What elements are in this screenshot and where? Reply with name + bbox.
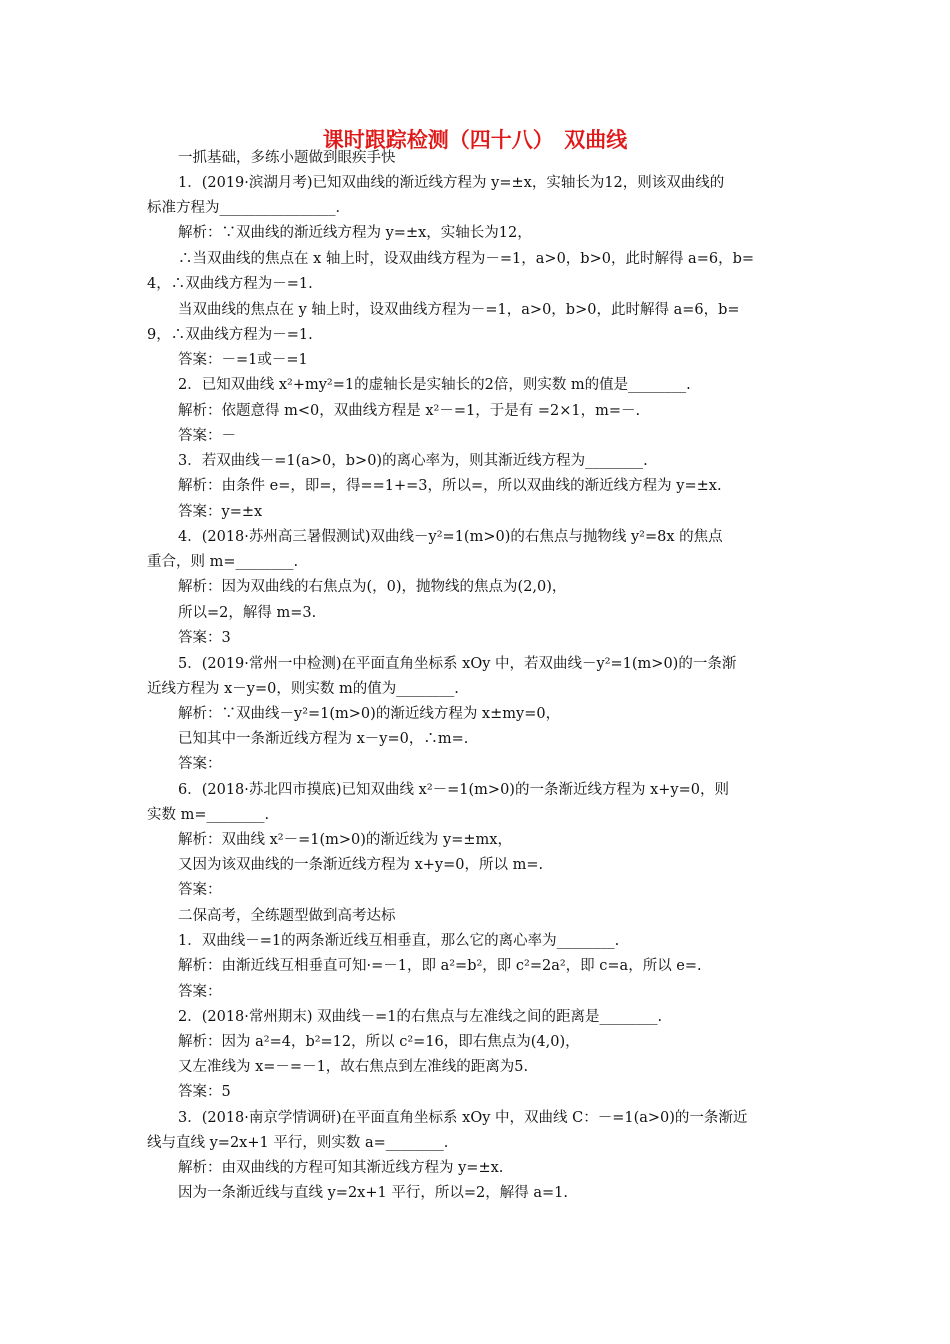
text-line: 解析：双曲线 x²－=1(m>0)的渐近线为 y=±mx， [178,832,512,848]
text-line: 解析：因为 a²=4，b²=12，所以 c²=16，即右焦点为(4,0)， [178,1034,580,1050]
text-line: 线与直线 y=2x+1 平行，则实数 a=________. [147,1135,449,1151]
text-line: 4，∴双曲线方程为－=1. [147,276,313,292]
text-line: 实数 m=________. [147,807,270,823]
text-line: 6．(2018·苏北四市摸底)已知双曲线 x²－=1(m>0)的一条渐近线方程为 x+y=0，则 [178,782,729,798]
text-line: 答案：－ [178,428,236,444]
text-line: 解析：∵双曲线的渐近线方程为 y=±x，实轴长为12， [178,225,532,241]
text-line: 答案： [178,882,222,898]
text-line: 解析：由条件 e=，即=，得==1+=3，所以=，所以双曲线的渐近线方程为 y=±x. [178,478,722,494]
text-line: 答案：3 [178,630,231,646]
text-line: 当双曲线的焦点在 y 轴上时，设双曲线方程为－=1，a>0，b>0，此时解得 a=6，b= [178,302,740,318]
page-title: 课时跟踪检测（四十八） 双曲线 [322,128,628,152]
text-line: 又左准线为 x=－=－1，故右焦点到左准线的距离为5. [178,1059,529,1075]
text-line: 二保高考，全练题型做到高考达标 [178,908,396,924]
text-line: 已知其中一条渐近线方程为 x－y=0，∴m=. [178,731,469,747]
text-line: 2．已知双曲线 x²+my²=1的虚轴长是实轴长的2倍，则实数 m的值是________. [178,377,691,393]
text-line: 3．若双曲线－=1(a>0，b>0)的离心率为，则其渐近线方程为________. [178,453,648,469]
text-line: 一抓基础，多练小题做到眼疾手快 [178,150,396,166]
text-line: 又因为该双曲线的一条渐近线方程为 x+y=0，所以 m=. [178,857,544,873]
text-line: 答案：y=±x [178,504,263,520]
text-line: 答案：－=1或－=1 [178,352,308,368]
text-line: 重合，则 m=________. [147,554,299,570]
text-line: 解析：由渐近线互相垂直可知·=－1，即 a²=b²，即 c²=2a²，即 c=a，所以 e=. [178,958,702,974]
text-line: 1．双曲线－=1的两条渐近线互相垂直，那么它的离心率为________. [178,933,620,949]
text-line: 1．(2019·滨湖月考)已知双曲线的渐近线方程为 y=±x，实轴长为12，则该双曲线的 [178,175,725,191]
text-line: 标准方程为________________． [147,200,350,216]
text-line: 2．(2018·常州期末) 双曲线－=1的右焦点与左准线之间的距离是________. [178,1009,663,1025]
text-line: 解析：∵双曲线－y²=1(m>0)的渐近线方程为 x±my=0， [178,706,561,722]
text-line: ∴当双曲线的焦点在 x 轴上时，设双曲线方程为－=1，a>0，b>0，此时解得 a=6，b= [178,251,755,267]
text-line: 4．(2018·苏州高三暑假测试)双曲线－y²=1(m>0)的右焦点与抛物线 y²=8x 的焦点 [178,529,723,545]
text-line: 答案：5 [178,1084,231,1100]
text-line: 解析：由双曲线的方程可知其渐近线方程为 y=±x. [178,1160,504,1176]
text-line: 所以=2，解得 m=3. [178,605,317,621]
text-line: 3．(2018·南京学情调研)在平面直角坐标系 xOy 中，双曲线 C：－=1(a>0)的一条渐近 [178,1110,748,1126]
text-line: 因为一条渐近线与直线 y=2x+1 平行，所以=2，解得 a=1. [178,1185,568,1201]
text-line: 近线方程为 x－y=0，则实数 m的值为________. [147,681,459,697]
text-line: 答案： [178,984,222,1000]
text-line: 解析：依题意得 m<0，双曲线方程是 x²－=1，于是有 =2×1，m=－. [178,403,641,419]
text-line: 解析：因为双曲线的右焦点为(，0)，抛物线的焦点为(2,0)， [178,579,567,595]
text-line: 答案： [178,756,222,772]
text-line: 5．(2019·常州一中检测)在平面直角坐标系 xOy 中，若双曲线－y²=1(m>0)的一条渐 [178,656,737,672]
text-line: 9，∴双曲线方程为－=1. [147,327,313,343]
